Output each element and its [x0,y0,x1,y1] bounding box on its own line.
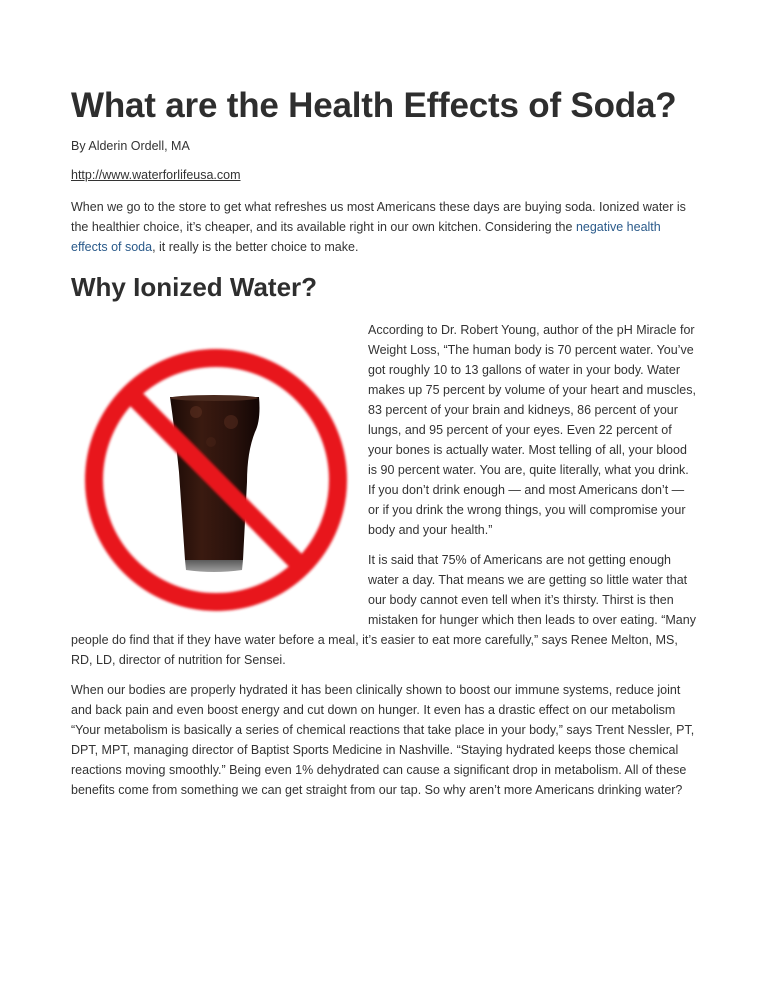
body-paragraph-1: According to Dr. Robert Young, author of the pH Miracle for Weight Loss, “The human body is 70 percent water. You’ve got roughly 10 to 13 gallons of water in your body. Water makes up 75 percent by volume of your heart and muscles, 83 percent of your brain and kidneys, 86 percent of your lungs, and 95 percent of your eyes. Even 22 percent of your bones is actually water. Most telling of all, your blood is 90 percent water. You are, quite literally, what you drink. If you don’t drink enough — and most Americans don’t — or if you drink the wrong things, you will compromise your body and your health.” [368,323,696,537]
intro-text-after: , it really is the better choice to make. [152,240,359,254]
body-paragraph-2: It is said that 75% of Americans are not getting enough water a day. That means we are getting so little water that our body cannot even tell when it’s thirsty. Thirst is then mistaken for hunger which then leads to over eating. “Many people do find that if they have water before a meal, it’s easier to eat more carefully,” says Renee Melton, MS, RD, LD, director of nutrition for Sensei. [71,553,696,667]
no-soda-sign-icon [71,312,361,616]
website-link[interactable]: http://www.waterforlifeusa.com [71,168,241,182]
author-byline: By Alderin Ordell, MA [71,139,190,153]
intro-paragraph [71,197,696,257]
no-soda-image [71,312,368,616]
article-body [71,320,697,810]
negative-effects-link[interactable]: negative health effects of soda [71,220,661,254]
section-heading: Why Ionized Water? [71,272,318,302]
page-title: What are the Health Effects of Soda? [71,86,677,125]
body-paragraph-3: When our bodies are properly hydrated it has been clinically shown to boost our immune systems, reduce joint and back pain and even boost energy and cut down on hunger. It even has a drastic effect on our metabolism “Your metabolism is basically a series of chemical reactions that take place in your body,” says Trent Nessler, PT, DPT, MPT, managing director of Baptist Sports Medicine in Nashville. “Staying hydrated keeps those chemical reactions moving smoothly.” Being even 1% dehydrated can cause a significant drop in metabolism. All of these benefits come from something we can get straight from our tap. So why aren’t more Americans drinking water? [71,683,695,797]
intro-text-before: When we go to the store to get what refreshes us most Americans these days are buying soda. Ionized water is the healthier choice, it’s cheaper, and its available right in our own kitchen. Considering the [71,200,686,234]
